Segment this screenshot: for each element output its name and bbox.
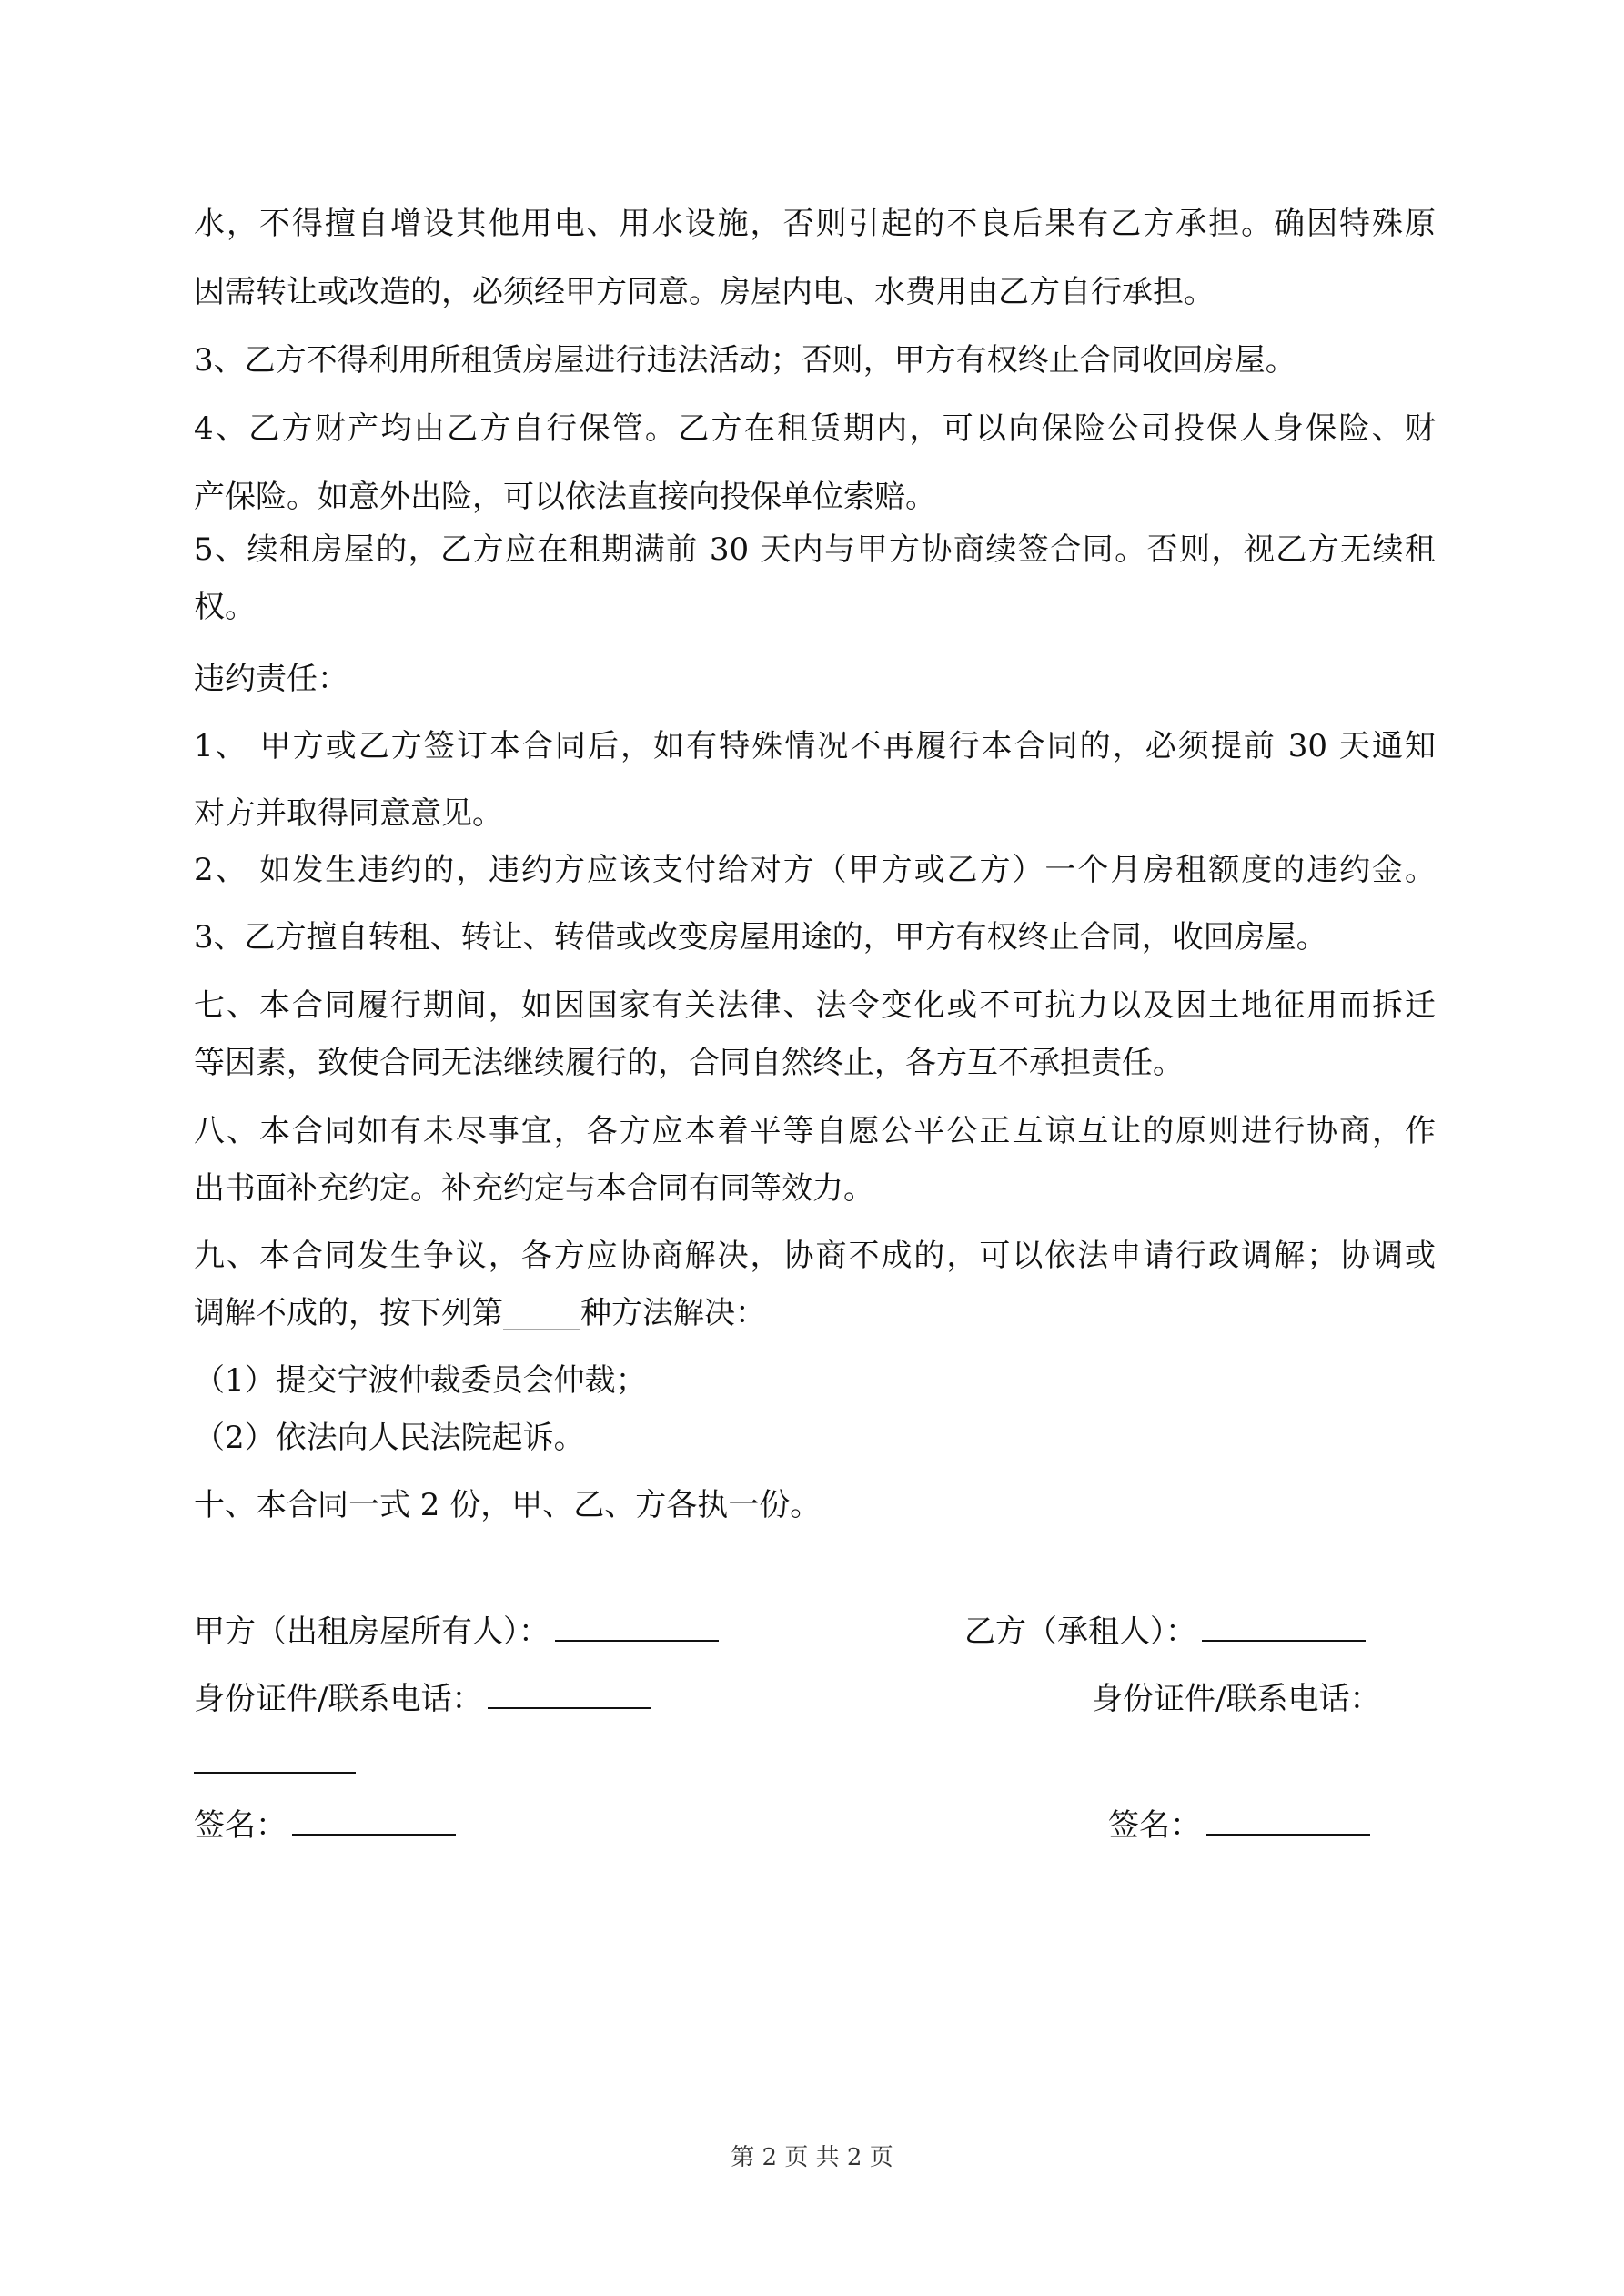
party-a-name-field[interactable] <box>555 1614 719 1642</box>
option-2-line: （2）依法向人民法院起诉。 <box>194 1420 585 1456</box>
article-10-line: 十、本合同一式 2 份，甲、乙、方各执一份。 <box>194 1487 822 1523</box>
body-line: 因需转让或改造的，必须经甲方同意。房屋内电、水费用由乙方自行承担。 <box>194 274 1215 310</box>
body-line: 调解不成的，按下列第_____种方法解决： <box>194 1295 766 1331</box>
article-8-line: 八、本合同如有未尽事宜，各方应本着平等自愿公平公正互谅互让的原则进行协商，作 <box>194 1113 1436 1149</box>
clause-3-line: 3、乙方不得利用所租赁房屋进行违法活动；否则，甲方有权终止合同收回房屋。 <box>194 342 1296 379</box>
clause-5-line: 5、续租房屋的，乙方应在租期满前 30 天内与甲方协商续签合同。否则，视乙方无续租 <box>194 531 1436 568</box>
party-b-id-phone-field[interactable] <box>194 1772 356 1774</box>
party-a-sign-label: 签名： <box>194 1807 287 1844</box>
section-heading-breach: 违约责任： <box>194 661 348 697</box>
party-b-sign-label: 签名： <box>1108 1807 1201 1844</box>
party-a-label: 甲方（出租房屋所有人）： <box>194 1613 550 1650</box>
party-a-signature-field[interactable] <box>292 1808 456 1836</box>
party-a-row <box>194 1613 719 1650</box>
body-line: 出书面补充约定。补充约定与本合同有同等效力。 <box>194 1170 874 1207</box>
party-b-id-phone-label: 身份证件/联系电话： <box>1092 1681 1381 1717</box>
party-a-id-phone-field[interactable] <box>488 1682 651 1709</box>
body-line: 权。 <box>194 589 256 625</box>
party-b-name-field[interactable] <box>1202 1614 1366 1642</box>
breach-clause-3-line: 3、乙方擅自转租、转让、转借或改变房屋用途的，甲方有权终止合同，收回房屋。 <box>194 919 1327 956</box>
breach-clause-1-line: 1、 甲方或乙方签订本合同后，如有特殊情况不再履行本合同的，必须提前 30 天通知 <box>194 728 1436 764</box>
breach-clause-2-line: 2、 如发生违约的，违约方应该支付给对方（甲方或乙方）一个月房租额度的违约金。 <box>194 852 1436 888</box>
party-b-sign-row <box>1108 1807 1370 1844</box>
party-a-id-phone-label: 身份证件/联系电话： <box>194 1681 483 1717</box>
body-line: 产保险。如意外出险，可以依法直接向投保单位索赔。 <box>194 479 936 515</box>
party-b-id-row <box>1092 1681 1380 1717</box>
article-9-line: 九、本合同发生争议，各方应协商解决，协商不成的，可以依法申请行政调解；协调或 <box>194 1238 1436 1274</box>
page-number: 第 2 页 共 2 页 <box>731 2144 893 2171</box>
party-a-sign-row <box>194 1807 456 1844</box>
clause-4-line: 4、乙方财产均由乙方自行保管。乙方在租赁期内，可以向保险公司投保人身保险、财 <box>194 410 1436 447</box>
body-line: 对方并取得同意意见。 <box>194 795 503 832</box>
party-a-id-row <box>194 1681 651 1717</box>
party-b-row <box>964 1613 1366 1650</box>
party-b-signature-field[interactable] <box>1206 1808 1370 1836</box>
body-line: 水，不得擅自增设其他用电、用水设施，否则引起的不良后果有乙方承担。确因特殊原 <box>194 206 1436 242</box>
article-7-line: 七、本合同履行期间，如因国家有关法律、法令变化或不可抗力以及因土地征用而拆迁 <box>194 987 1436 1024</box>
party-b-label: 乙方（承租人）： <box>964 1613 1196 1650</box>
option-1-line: （1）提交宁波仲裁委员会仲裁； <box>194 1362 647 1399</box>
body-line: 等因素，致使合同无法继续履行的，合同自然终止，各方互不承担责任。 <box>194 1045 1184 1081</box>
